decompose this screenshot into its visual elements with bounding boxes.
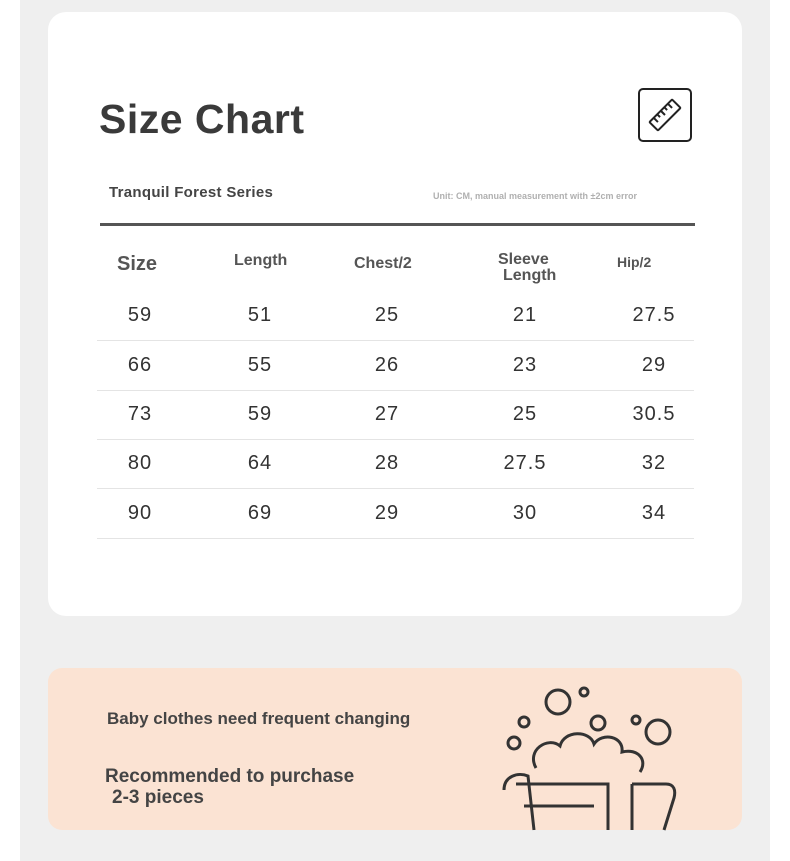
cell-size: 73 [127, 403, 153, 425]
cell-chest: 28 [374, 452, 400, 474]
column-header-size: Size [117, 253, 158, 275]
recommendation-line1: Recommended to purchase [105, 766, 355, 787]
table-row [97, 489, 694, 539]
recommendation-line2: 2-3 pieces [112, 787, 204, 808]
column-header-sleeve-line2: Length [503, 267, 557, 284]
ruler-icon [638, 88, 692, 142]
header-divider [100, 223, 695, 226]
cell-length: 69 [247, 502, 273, 524]
unit-note: Unit: CM, manual measurement with ±2cm error [433, 191, 637, 201]
cell-hip: 32 [641, 452, 667, 474]
column-header-sleeve-length [498, 252, 556, 284]
cell-chest: 25 [374, 304, 400, 326]
cell-chest: 27 [374, 403, 400, 425]
cell-sleeve: 25 [512, 403, 538, 425]
cell-length: 55 [247, 354, 273, 376]
cell-size: 90 [127, 502, 153, 524]
cell-length: 64 [247, 452, 273, 474]
cell-sleeve: 23 [512, 354, 538, 376]
table-row [97, 341, 694, 391]
cell-length: 59 [247, 403, 273, 425]
cell-length: 51 [247, 304, 273, 326]
recommendation-text [105, 766, 354, 808]
cell-sleeve: 30 [512, 502, 538, 524]
cell-hip: 27.5 [632, 304, 676, 326]
cell-hip: 29 [641, 354, 667, 376]
cell-size: 66 [127, 354, 153, 376]
column-header-length: Length [234, 252, 288, 269]
cell-chest: 29 [374, 502, 400, 524]
washing-basin-icon [498, 680, 688, 836]
column-header-sleeve-line1: Sleeve [498, 251, 549, 268]
cell-size: 80 [127, 452, 153, 474]
cell-size: 59 [127, 304, 153, 326]
table-row [97, 390, 694, 440]
tip-text: Baby clothes need frequent changing [107, 709, 411, 728]
cell-hip: 30.5 [632, 403, 676, 425]
cell-chest: 26 [374, 354, 400, 376]
page-title: Size Chart [99, 96, 305, 142]
table-row [97, 291, 694, 341]
column-header-hip: Hip/2 [617, 254, 652, 270]
cell-sleeve: 27.5 [503, 452, 547, 474]
cell-sleeve: 21 [512, 304, 538, 326]
series-name: Tranquil Forest Series [109, 184, 274, 201]
table-row [97, 439, 694, 489]
column-header-chest: Chest/2 [354, 255, 412, 272]
cell-hip: 34 [641, 502, 667, 524]
